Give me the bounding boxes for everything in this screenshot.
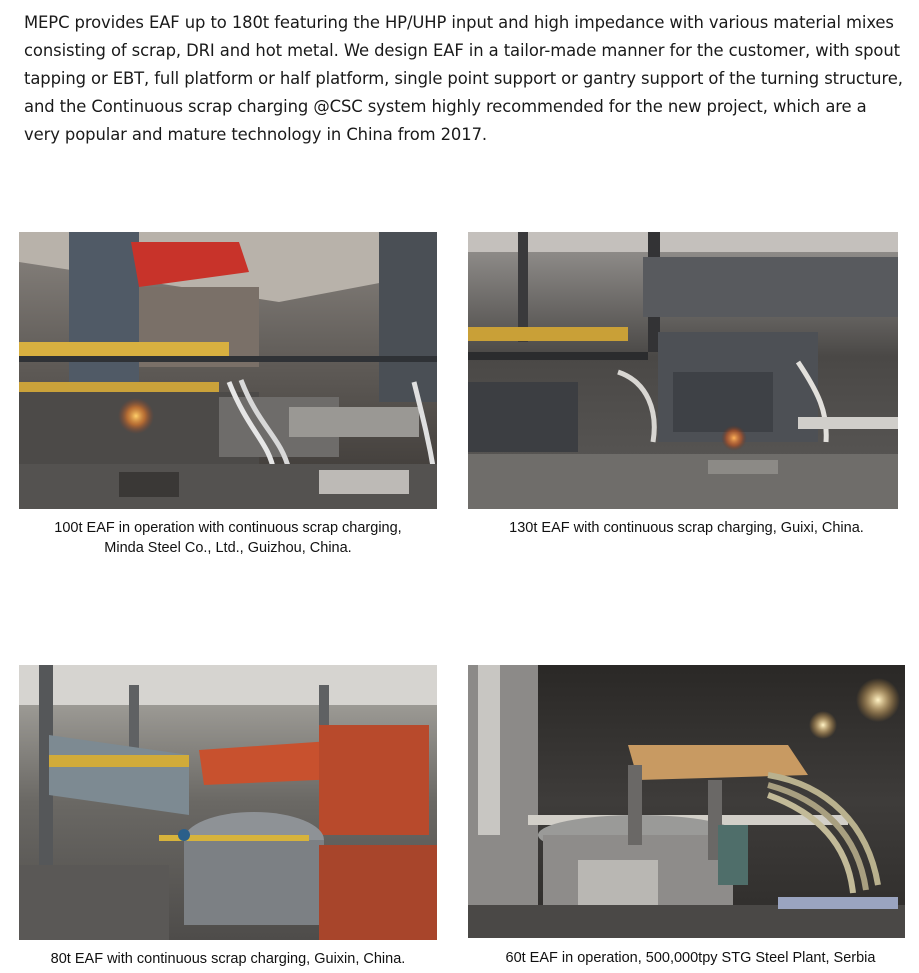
caption-line: 130t EAF with continuous scrap charging, Guixi, China. [509, 520, 864, 536]
intro-paragraph: MEPC provides EAF up to 180t featuring the HP/UHP input and high impedance with various material mixes consisting of scrap, DRI and hot metal. We design EAF in a tailor-made manner for the customer, with spout tapping or EBT, full platform or half platform, single point support or gantry support of the turning structure, and the Continuous scrap charging @CSC system highly recommended for the new project, which are a very popular and mature technology in China from 2017. [24, 13, 903, 144]
photo-60t-eaf-serbia [468, 665, 905, 938]
caption-100t-eaf-minda [19, 518, 437, 558]
photo-130t-eaf-guixi [468, 232, 898, 509]
caption-line: Minda Steel Co., Ltd., Guizhou, China. [104, 540, 352, 556]
caption-130t-eaf-guixi [468, 518, 905, 538]
caption-line: 60t EAF in operation, 500,000tpy STG Steel Plant, Serbia [505, 950, 876, 966]
photo-100t-eaf-minda [19, 232, 437, 509]
caption-80t-eaf-guixin [19, 949, 437, 969]
caption-60t-eaf-serbia [468, 948, 913, 968]
caption-line: 100t EAF in operation with continuous scrap charging, [54, 520, 402, 536]
photo-80t-eaf-guixin [19, 665, 437, 940]
caption-line: 80t EAF with continuous scrap charging, Guixin, China. [50, 951, 406, 967]
